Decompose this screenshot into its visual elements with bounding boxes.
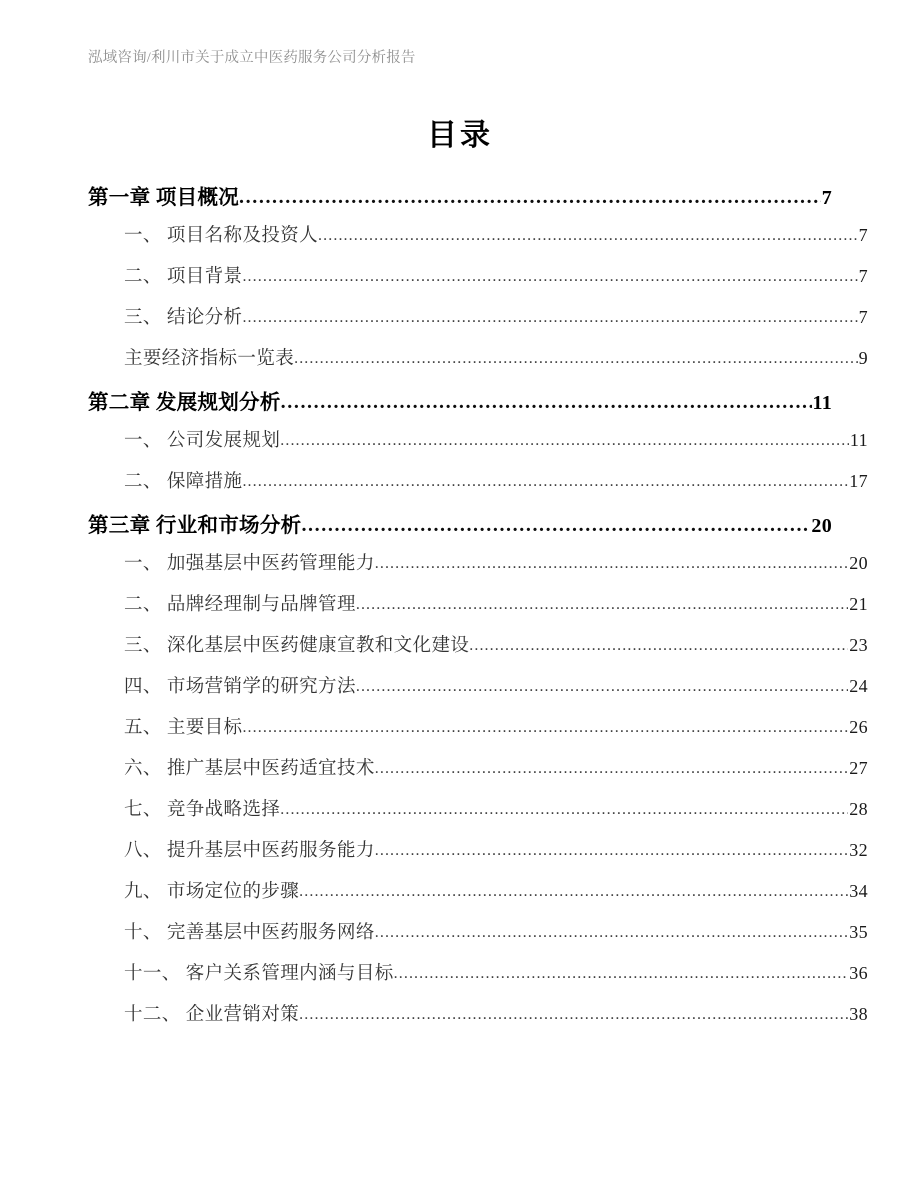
toc-entry-label [124, 918, 375, 944]
toc-section-row[interactable] [88, 549, 868, 590]
toc-entry-title: 企业营销对策 [185, 1005, 300, 1025]
toc-entry-title: 提升基层中医药服务能力 [166, 841, 375, 861]
table-of-contents [88, 180, 868, 1041]
toc-entry-label [124, 754, 375, 780]
toc-entry-number: 二、 [124, 472, 162, 492]
toc-entry-number: 三、 [124, 308, 162, 328]
toc-page-number: 11 [812, 392, 832, 414]
toc-dot-leader [242, 310, 857, 326]
toc-page-number: 7 [858, 225, 868, 245]
toc-page-number: 20 [849, 553, 868, 573]
toc-entry-label [124, 1000, 299, 1026]
toc-entry-title: 保障措施 [166, 472, 243, 492]
toc-dot-leader [242, 474, 848, 490]
toc-dot-leader [242, 269, 857, 285]
toc-page-number: 34 [849, 881, 868, 901]
toc-dot-leader [301, 515, 810, 535]
toc-section-row[interactable] [88, 836, 868, 877]
toc-dot-leader [281, 392, 812, 412]
toc-entry-title: 项目背景 [166, 267, 243, 287]
toc-page-number: 32 [849, 840, 868, 860]
toc-entry-title: 深化基层中医药健康宣教和文化建设 [166, 636, 470, 656]
toc-entry-title: 行业和市场分析 [155, 515, 302, 537]
toc-dot-leader [375, 556, 848, 572]
toc-section-row[interactable] [88, 221, 868, 262]
toc-section-row[interactable] [88, 303, 868, 344]
toc-section-row[interactable] [88, 918, 868, 959]
toc-chapter-row[interactable] [88, 508, 832, 549]
toc-entry-number: 第二章 [88, 392, 151, 414]
toc-dot-leader [375, 925, 848, 941]
toc-dot-leader [299, 1007, 848, 1023]
toc-chapter-row[interactable] [88, 385, 832, 426]
toc-entry-label [124, 590, 356, 616]
toc-entry-title: 结论分析 [166, 308, 243, 328]
toc-section-row[interactable] [88, 262, 868, 303]
toc-dot-leader [318, 228, 858, 244]
toc-page-number: 11 [849, 430, 868, 450]
toc-entry-title: 推广基层中医药适宜技术 [166, 759, 375, 779]
toc-entry-label [124, 426, 280, 452]
toc-entry-title: 主要经济指标一览表 [124, 349, 295, 369]
toc-entry-label [124, 836, 375, 862]
toc-section-row[interactable] [88, 1000, 868, 1041]
toc-page-number: 17 [849, 471, 868, 491]
toc-entry-number: 一、 [124, 226, 162, 246]
toc-page-number: 7 [821, 187, 832, 209]
toc-entry-title: 主要目标 [166, 718, 243, 738]
toc-entry-title: 竞争战略选择 [166, 800, 281, 820]
toc-entry-label [124, 959, 394, 985]
toc-page-number: 24 [849, 676, 868, 696]
toc-entry-title: 客户关系管理内涵与目标 [185, 964, 394, 984]
toc-section-row[interactable] [88, 344, 868, 385]
toc-entry-title: 加强基层中医药管理能力 [166, 554, 375, 574]
toc-page-number: 9 [858, 348, 868, 368]
toc-entry-label [124, 262, 242, 288]
toc-entry-title: 项目概况 [155, 187, 240, 209]
toc-entry-number: 八、 [124, 841, 162, 861]
toc-entry-title: 市场定位的步骤 [166, 882, 300, 902]
toc-page-number: 20 [811, 515, 832, 537]
toc-page-number: 27 [849, 758, 868, 778]
running-header: 泓域咨询/利川市关于成立中医药服务公司分析报告 [88, 50, 416, 66]
toc-dot-leader [375, 761, 848, 777]
toc-entry-title: 项目名称及投资人 [166, 226, 319, 246]
toc-dot-leader [394, 966, 849, 982]
toc-section-row[interactable] [88, 672, 868, 713]
toc-dot-leader [356, 679, 848, 695]
toc-entry-label [124, 344, 294, 370]
toc-page-number: 21 [849, 594, 868, 614]
toc-entry-label [124, 467, 242, 493]
toc-entry-number: 三、 [124, 636, 162, 656]
toc-entry-number: 六、 [124, 759, 162, 779]
toc-entry-title: 公司发展规划 [166, 431, 281, 451]
toc-section-row[interactable] [88, 754, 868, 795]
toc-entry-label [124, 877, 299, 903]
toc-dot-leader [280, 802, 848, 818]
toc-section-row[interactable] [88, 877, 868, 918]
toc-page-number: 38 [849, 1004, 868, 1024]
toc-entry-number: 二、 [124, 267, 162, 287]
toc-entry-label [124, 549, 375, 575]
toc-entry-number: 第三章 [88, 515, 151, 537]
toc-entry-number: 九、 [124, 882, 162, 902]
toc-entry-title: 市场营销学的研究方法 [166, 677, 356, 697]
toc-entry-label [88, 385, 281, 415]
page-title: 目录 [427, 119, 493, 152]
toc-entry-number: 七、 [124, 800, 162, 820]
toc-entry-title: 完善基层中医药服务网络 [166, 923, 375, 943]
toc-entry-number: 十一、 [124, 964, 181, 984]
toc-dot-leader [239, 187, 821, 207]
toc-entry-number: 五、 [124, 718, 162, 738]
toc-page-number: 36 [849, 963, 868, 983]
toc-entry-title: 发展规划分析 [155, 392, 281, 414]
toc-entry-label [124, 672, 356, 698]
toc-entry-number: 二、 [124, 595, 162, 615]
toc-entry-number: 十二、 [124, 1005, 181, 1025]
toc-section-row[interactable] [88, 590, 868, 631]
toc-section-row[interactable] [88, 713, 868, 754]
toc-entry-label [88, 508, 301, 538]
toc-dot-leader [280, 433, 849, 449]
toc-entry-number: 一、 [124, 554, 162, 574]
toc-dot-leader [375, 843, 848, 859]
toc-page-number: 7 [858, 307, 868, 327]
toc-section-row[interactable] [88, 959, 868, 1000]
toc-entry-number: 四、 [124, 677, 162, 697]
toc-page-number: 26 [849, 717, 868, 737]
toc-dot-leader [242, 720, 848, 736]
toc-page-number: 28 [849, 799, 868, 819]
toc-section-row[interactable] [88, 631, 868, 672]
toc-entry-label [124, 631, 469, 657]
toc-entry-number: 十、 [124, 923, 162, 943]
toc-page-number: 7 [858, 266, 868, 286]
toc-entry-label [124, 795, 280, 821]
toc-dot-leader [469, 638, 848, 654]
toc-entry-label [124, 303, 242, 329]
toc-entry-label [88, 180, 239, 210]
toc-entry-title: 品牌经理制与品牌管理 [166, 595, 356, 615]
toc-page-number: 35 [849, 922, 868, 942]
toc-entry-label [124, 221, 318, 247]
toc-dot-leader [299, 884, 848, 900]
toc-entry-number: 一、 [124, 431, 162, 451]
toc-entry-number: 第一章 [88, 187, 151, 209]
toc-section-row[interactable] [88, 426, 868, 467]
toc-dot-leader [356, 597, 848, 613]
toc-page-number: 23 [849, 635, 868, 655]
toc-section-row[interactable] [88, 795, 868, 836]
toc-entry-label [124, 713, 242, 739]
toc-section-row[interactable] [88, 467, 868, 508]
toc-dot-leader [294, 351, 857, 367]
toc-chapter-row[interactable] [88, 180, 832, 221]
